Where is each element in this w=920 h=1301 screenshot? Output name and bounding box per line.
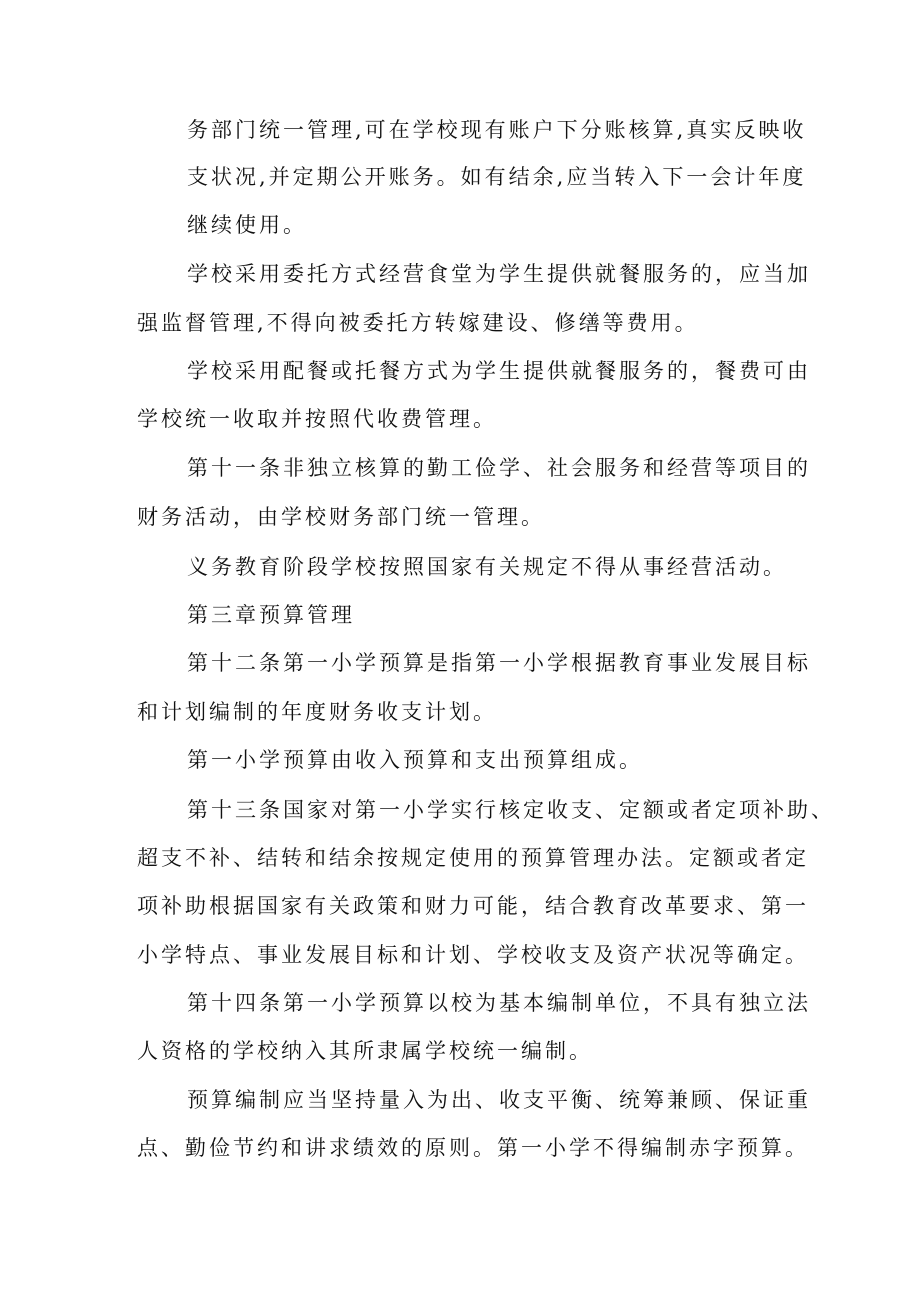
text-line: 第一小学预算由收入预算和支出预算组成。 — [187, 748, 643, 772]
text-line: 继续使用。 — [187, 213, 307, 237]
text-line: 小学特点、事业发展目标和计划、学校收支及资产状况等确定。 — [137, 943, 809, 967]
text-line: 务部门统一管理,可在学校现有账户下分账核算,真实反映收 — [187, 118, 807, 142]
section-heading: 第三章预算管理 — [187, 603, 355, 627]
text-line: 项补助根据国家有关政策和财力可能，结合教育改革要求、第一 — [137, 894, 809, 918]
text-line: 学校采用委托方式经营食堂为学生提供就餐服务的，应当加 — [187, 262, 811, 286]
text-line: 第十四条第一小学预算以校为基本编制单位，不具有独立法 — [187, 991, 811, 1015]
text-line: 财务活动，由学校财务部门统一管理。 — [137, 505, 545, 529]
text-line: 义务教育阶段学校按照国家有关规定不得从事经营活动。 — [187, 555, 787, 579]
text-line: 学校采用配餐或托餐方式为学生提供就餐服务的，餐费可由 — [187, 359, 811, 383]
text-line: 支状况,并定期公开账务。如有结余,应当转入下一会计年度 — [187, 165, 807, 189]
text-line: 人资格的学校纳入其所隶属学校统一编制。 — [137, 1039, 593, 1063]
text-line: 第十三条国家对第一小学实行核定收支、定额或者定项补助、 — [187, 798, 835, 822]
text-line: 点、勤俭节约和讲求绩效的原则。第一小学不得编制赤字预算。 — [137, 1136, 809, 1160]
text-line: 超支不补、结转和结余按规定使用的预算管理办法。定额或者定 — [137, 846, 809, 870]
text-line: 强监督管理,不得向被委托方转嫁建设、修缮等费用。 — [137, 311, 699, 335]
text-line: 预算编制应当坚持量入为出、收支平衡、统筹兼顾、保证重 — [187, 1088, 811, 1112]
text-line: 和计划编制的年度财务收支计划。 — [137, 700, 497, 724]
text-line: 第十一条非独立核算的勤工俭学、社会服务和经营等项目的 — [187, 456, 811, 480]
text-line: 学校统一收取并按照代收费管理。 — [137, 407, 497, 431]
text-line: 第十二条第一小学预算是指第一小学根据教育事业发展目标 — [187, 651, 811, 675]
